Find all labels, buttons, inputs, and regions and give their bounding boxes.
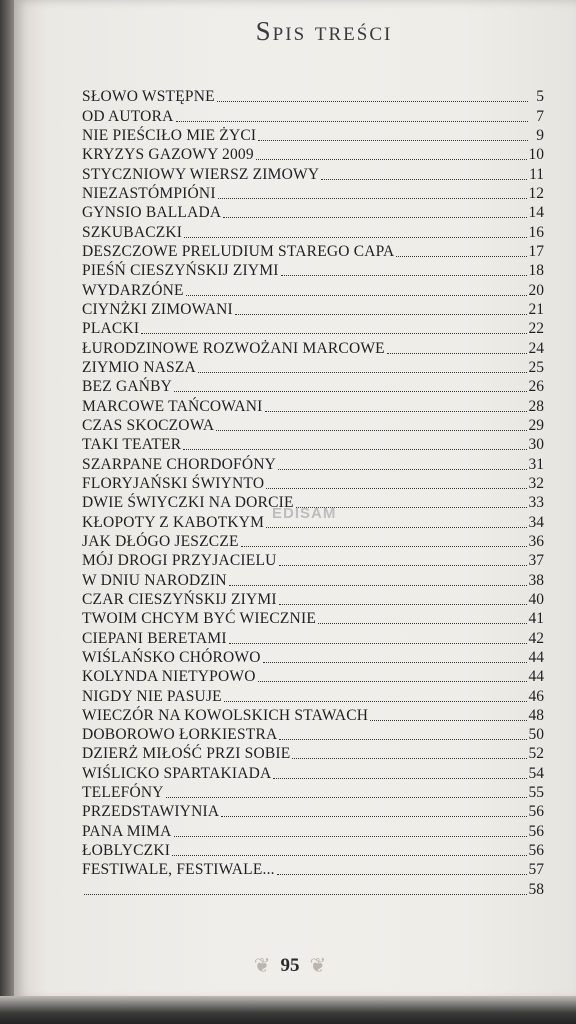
toc-leader-dots bbox=[279, 565, 527, 566]
page-number: 95 bbox=[280, 955, 300, 976]
toc-leader-dots bbox=[370, 720, 526, 721]
toc-entry bbox=[82, 744, 544, 763]
toc-entry-page: 38 bbox=[528, 571, 544, 589]
toc-entry-page: 36 bbox=[528, 532, 544, 550]
toc-leader-dots bbox=[279, 739, 526, 740]
toc-entry bbox=[82, 763, 544, 782]
toc-leader-dots bbox=[218, 198, 527, 199]
toc-entry-page: 41 bbox=[528, 610, 544, 628]
toc-leader-dots bbox=[166, 797, 527, 798]
right-flourish-icon: ❦ bbox=[309, 955, 327, 977]
toc-entry-page: 31 bbox=[528, 455, 544, 473]
toc-leader-dots bbox=[176, 121, 528, 122]
toc-entry bbox=[82, 570, 544, 589]
toc-entry bbox=[82, 145, 544, 164]
toc-leader-dots bbox=[84, 894, 527, 895]
toc-entry bbox=[82, 106, 544, 125]
toc-entry-title: TELEFÓNY bbox=[82, 784, 164, 802]
toc-entry-title: WIŚLAŃSKO CHÓROWO bbox=[82, 648, 261, 666]
page-bottom-shadow bbox=[0, 996, 576, 1024]
toc-entry-title: PLACKI bbox=[82, 320, 140, 338]
toc-entry-page: 25 bbox=[528, 358, 544, 376]
toc-entry bbox=[82, 783, 544, 802]
toc-entry-title: ŁOBLYCZKI bbox=[82, 842, 171, 860]
toc-entry-title: PANA MIMA bbox=[82, 822, 172, 840]
toc-entry-page: 55 bbox=[528, 784, 544, 802]
toc-entry bbox=[82, 126, 544, 145]
toc-entry-page: 58 bbox=[528, 880, 544, 898]
toc-entry-title: SŁOWO WSTĘPNE bbox=[82, 88, 215, 106]
toc-leader-dots bbox=[266, 488, 526, 489]
toc-entry-title: NIE PIEŚCIŁO MIE ŻYCI bbox=[82, 126, 257, 144]
toc-entry-title: STYCZNIOWY WIERSZ ZIMOWY bbox=[82, 165, 320, 183]
toc-leader-dots bbox=[256, 159, 527, 160]
toc-entry-page: 5 bbox=[536, 88, 544, 106]
toc-entry-page: 21 bbox=[528, 300, 544, 318]
toc-entry-title: KŁOPOTY Z KABOTKYM bbox=[82, 513, 265, 531]
toc-entry-title: WIECZÓR NA KOWOLSKICH STAWACH bbox=[82, 706, 369, 724]
toc-entry-page: 20 bbox=[528, 281, 544, 299]
toc-leader-dots bbox=[229, 643, 527, 644]
toc-entry-title: DOBOROWO ŁORKIESTRA bbox=[82, 726, 278, 744]
toc-entry-title: CIEPANI BERETAMI bbox=[82, 629, 227, 647]
toc-leader-dots bbox=[172, 855, 526, 856]
toc-entry bbox=[82, 87, 544, 106]
toc-leader-dots bbox=[224, 701, 527, 702]
toc-leader-dots bbox=[258, 681, 527, 682]
toc-entry-page: 44 bbox=[528, 648, 544, 666]
toc-leader-dots bbox=[174, 836, 527, 837]
toc-entry bbox=[82, 261, 544, 280]
toc-entry-title: SZKUBACZKI bbox=[82, 223, 183, 241]
toc-leader-dots bbox=[186, 295, 527, 296]
toc-leader-dots bbox=[229, 585, 527, 586]
toc-leader-dots bbox=[217, 101, 528, 102]
toc-entry bbox=[82, 686, 544, 705]
toc-entry-title: MARCOWE TAŃCOWANI bbox=[82, 397, 263, 415]
toc-entry-page: 46 bbox=[528, 687, 544, 705]
toc-entry-title: JAK DŁÓGO JESZCZE bbox=[82, 532, 239, 550]
toc-leader-dots bbox=[278, 469, 526, 470]
toc-entry-page: 56 bbox=[528, 822, 544, 840]
toc-leader-dots bbox=[183, 449, 526, 450]
toc-leader-dots bbox=[216, 430, 526, 431]
toc-entry-page: 26 bbox=[528, 378, 544, 396]
toc-entry bbox=[82, 377, 544, 396]
toc-entry-title: DWIE ŚWIYCZKI NA DORCIE bbox=[82, 494, 294, 512]
toc-entry-title: DESZCZOWE PRELUDIUM STAREGO CAPA bbox=[82, 242, 395, 260]
toc-entry-title: MÓJ DROGI PRZYJACIELU bbox=[82, 552, 277, 570]
toc-entry-page: 37 bbox=[528, 552, 544, 570]
toc-leader-dots bbox=[265, 411, 527, 412]
toc-entry-title: WYDARZÓNE bbox=[82, 281, 184, 299]
toc-entry bbox=[82, 203, 544, 222]
toc-entry-title: NIEZASTÓMPIÓNI bbox=[82, 184, 216, 202]
toc-leader-dots bbox=[174, 391, 526, 392]
toc-entry-title: KRYZYS GAZOWY 2009 bbox=[82, 146, 254, 164]
toc-entry bbox=[82, 416, 544, 435]
toc-entry-title: CIYNŻKI ZIMOWANI bbox=[82, 300, 233, 318]
toc-entry-page: 12 bbox=[528, 184, 544, 202]
toc-entry bbox=[82, 242, 544, 261]
toc-leader-dots bbox=[387, 353, 527, 354]
toc-entry-title: ŁURODZINOWE ROZWOŻANI MARCOWE bbox=[82, 339, 385, 357]
toc-entry-title: CZAR CIESZYŃSKIJ ZIYMI bbox=[82, 590, 277, 608]
toc-leader-dots bbox=[277, 874, 527, 875]
watermark: EDISAM bbox=[272, 505, 337, 522]
toc-entry bbox=[82, 667, 544, 686]
toc-entry-page: 50 bbox=[528, 726, 544, 744]
toc-entry-title: FLORYJAŃSKI ŚWIYNTO bbox=[82, 474, 265, 492]
toc-entry-title: W DNIU NARODZIN bbox=[82, 571, 227, 589]
toc-entry bbox=[82, 860, 544, 879]
book-gutter bbox=[0, 0, 14, 1024]
toc-entry bbox=[82, 628, 544, 647]
toc-leader-dots bbox=[266, 527, 526, 528]
toc-entry-title: FESTIWALE, FESTIWALE... bbox=[82, 861, 275, 879]
toc-entry-page: 24 bbox=[528, 339, 544, 357]
table-of-contents bbox=[82, 87, 544, 899]
toc-entry bbox=[82, 609, 544, 628]
toc-entry bbox=[82, 319, 544, 338]
toc-entry-page: 28 bbox=[528, 397, 544, 415]
left-flourish-icon: ❦ bbox=[253, 955, 271, 977]
toc-entry bbox=[82, 358, 544, 377]
toc-entry-page: 34 bbox=[528, 513, 544, 531]
toc-entry-title: NIGDY NIE PASUJE bbox=[82, 687, 222, 705]
toc-entry-title: WIŚLICKO SPARTAKIADA bbox=[82, 764, 272, 782]
toc-entry-page: 40 bbox=[528, 590, 544, 608]
toc-entry bbox=[82, 164, 544, 183]
toc-leader-dots bbox=[292, 758, 526, 759]
toc-leader-dots bbox=[198, 372, 527, 373]
toc-entry bbox=[82, 648, 544, 667]
toc-entry-page: 42 bbox=[528, 629, 544, 647]
toc-leader-dots bbox=[321, 179, 527, 180]
toc-entry-page: 56 bbox=[528, 842, 544, 860]
page-title: Spis treści bbox=[255, 16, 393, 46]
toc-entry-page: 17 bbox=[528, 242, 544, 260]
toc-entry bbox=[82, 184, 544, 203]
toc-entry-title: KOLYNDA NIETYPOWO bbox=[82, 668, 256, 686]
page-footer bbox=[230, 948, 350, 984]
toc-entry-page: 16 bbox=[528, 223, 544, 241]
toc-entry bbox=[82, 551, 544, 570]
toc-entry-title: TWOIM CHCYM BYĆ WIECZNIE bbox=[82, 610, 316, 628]
toc-leader-dots bbox=[184, 237, 526, 238]
toc-entry bbox=[82, 725, 544, 744]
toc-leader-dots bbox=[281, 275, 527, 276]
toc-entry-page: 14 bbox=[528, 204, 544, 222]
toc-entry-title: GYNSIO BALLADA bbox=[82, 204, 222, 222]
toc-leader-dots bbox=[223, 217, 526, 218]
toc-leader-dots bbox=[221, 816, 526, 817]
toc-entry-title: TAKI TEATER bbox=[82, 436, 182, 454]
toc-entry bbox=[82, 396, 544, 415]
toc-leader-dots bbox=[279, 604, 527, 605]
toc-entry-page: 56 bbox=[528, 803, 544, 821]
toc-entry-page: 18 bbox=[528, 262, 544, 280]
toc-leader-dots bbox=[241, 546, 527, 547]
toc-leader-dots bbox=[273, 778, 526, 779]
toc-leader-dots bbox=[235, 314, 527, 315]
toc-entry bbox=[82, 802, 544, 821]
toc-entry-page: 11 bbox=[529, 165, 544, 183]
toc-entry bbox=[82, 338, 544, 357]
toc-entry bbox=[82, 821, 544, 840]
toc-entry bbox=[82, 222, 544, 241]
toc-leader-dots bbox=[263, 662, 527, 663]
book-page bbox=[14, 0, 576, 1000]
toc-entry-title: OD AUTORA bbox=[82, 107, 174, 125]
toc-entry-page: 44 bbox=[528, 668, 544, 686]
toc-entry-page: 9 bbox=[536, 126, 544, 144]
toc-entry-page: 32 bbox=[528, 474, 544, 492]
toc-entry-page: 30 bbox=[528, 436, 544, 454]
toc-entry-title: ZIYMIO NASZA bbox=[82, 358, 196, 376]
toc-entry bbox=[82, 280, 544, 299]
toc-entry-page: 29 bbox=[528, 416, 544, 434]
toc-entry bbox=[82, 454, 544, 473]
toc-leader-dots bbox=[396, 256, 526, 257]
toc-entry-title: SZARPANE CHORDOFÓNY bbox=[82, 455, 277, 473]
toc-entry bbox=[82, 474, 544, 493]
toc-entry-title: DZIERŻ MIŁOŚĆ PRZI SOBIE bbox=[82, 745, 291, 763]
toc-entry bbox=[82, 532, 544, 551]
toc-entry-page: 7 bbox=[536, 107, 544, 125]
toc-entry-title: CZAS SKOCZOWA bbox=[82, 416, 215, 434]
toc-entry-page: 10 bbox=[528, 146, 544, 164]
toc-entry bbox=[82, 590, 544, 609]
toc-entry-title: PRZEDSTAWIYNIA bbox=[82, 803, 220, 821]
toc-entry bbox=[82, 879, 544, 898]
toc-entry-page: 22 bbox=[528, 320, 544, 338]
toc-entry bbox=[82, 706, 544, 725]
toc-entry-page: 33 bbox=[528, 494, 544, 512]
toc-leader-dots bbox=[258, 140, 528, 141]
toc-entry-page: 54 bbox=[528, 764, 544, 782]
toc-leader-dots bbox=[318, 623, 527, 624]
toc-entry-page: 52 bbox=[528, 745, 544, 763]
toc-entry bbox=[82, 841, 544, 860]
toc-entry-title: PIEŚŃ CIESZYŃSKIJ ZIYMI bbox=[82, 262, 279, 280]
toc-entry-page: 48 bbox=[528, 706, 544, 724]
toc-entry bbox=[82, 435, 544, 454]
toc-entry-title: BEZ GAŃBY bbox=[82, 378, 173, 396]
toc-leader-dots bbox=[141, 333, 526, 334]
toc-entry-page: 57 bbox=[528, 861, 544, 879]
toc-entry bbox=[82, 300, 544, 319]
